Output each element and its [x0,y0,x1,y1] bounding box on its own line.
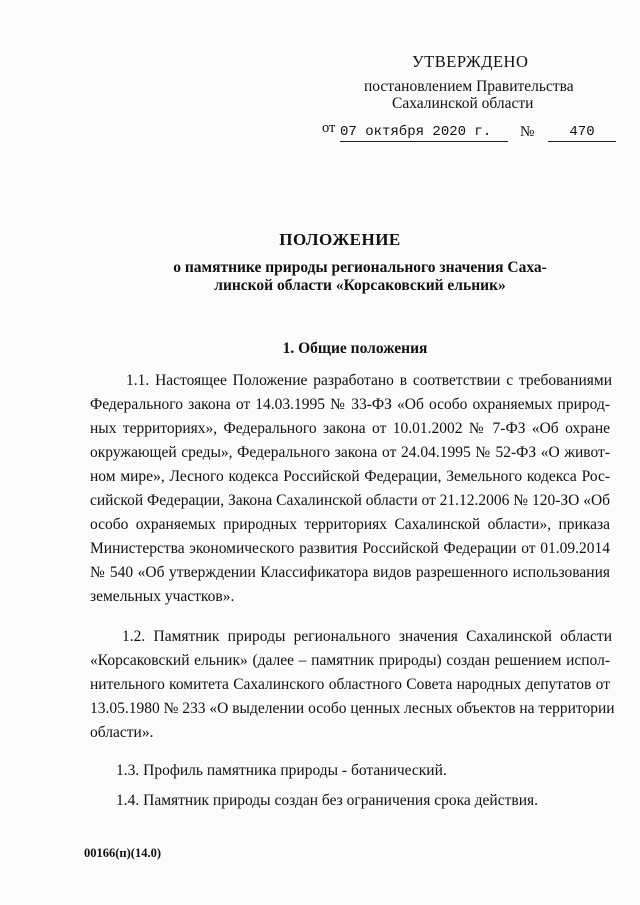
document-subtitle-line-2: линской области «Корсаковский ельник» [214,277,506,294]
paragraph-line: окружающей среды», Федерального закона от 24.04.1995 № 52-ФЗ «О живот- [90,444,610,461]
region-line: Сахалинской области [392,95,534,112]
document-title: ПОЛОЖЕНИЕ [279,230,401,249]
document-subtitle-line-1: о памятнике природы регионального значения Саха- [173,259,547,276]
paragraph-line: 1.3. Профиль памятника природы - ботанический. [116,762,447,779]
decree-line: постановлением Правительства [364,78,574,95]
paragraph-line: Федерального закона от 14.03.1995 № 33-ФЗ «Об особо охраняемых природ- [90,396,610,413]
decree-date: 07 октября 2020 г. [340,124,508,142]
decree-number: 470 [548,124,616,142]
paragraph-line: ном мире», Лесного кодекса Российской Федерации, Земельного кодекса Рос- [90,468,610,485]
number-label: № [520,124,535,140]
paragraph-line: 1.2. Памятник природы регионального значения Сахалинской области [122,628,612,645]
paragraph-line: Министерства экономического развития Российской Федерации от 01.09.2014 [90,540,610,557]
paragraph-line: 13.05.1980 № 233 «О выделении особо ценных лесных объектов на территории [90,700,615,717]
paragraph-line: № 540 «Об утверждении Классификатора видов разрешенного использования [90,564,610,581]
paragraph-line: «Корсаковский ельник» (далее – памятник природы) создан решением испол- [90,652,610,669]
paragraph-line: земельных участков». [90,588,235,605]
paragraph-line: 1.1. Настоящее Положение разработано в соответствии с требованиями [126,372,612,389]
paragraph-line: сийской Федерации, Закона Сахалинской области от 21.12.2006 № 120-ЗО «Об [90,492,611,509]
section-heading: 1. Общие положения [282,340,428,357]
approved-stamp: УТВЕРЖДЕНО [412,52,529,71]
paragraph-line: ных территориях», Федерального закона от 10.01.2002 № 7-ФЗ «Об охране [90,420,610,437]
paragraph-line: 1.4. Памятник природы создан без ограничения срока действия. [116,792,538,809]
paragraph-line: нительного комитета Сахалинского областного Совета народных депутатов от [90,676,610,693]
paragraph-line: области». [90,724,154,741]
document-code: 00166(п)(14.0) [84,846,161,860]
paragraph-line: особо охраняемых природных территориях Сахалинской области», приказа [90,516,610,533]
date-from-label: от [322,120,336,136]
